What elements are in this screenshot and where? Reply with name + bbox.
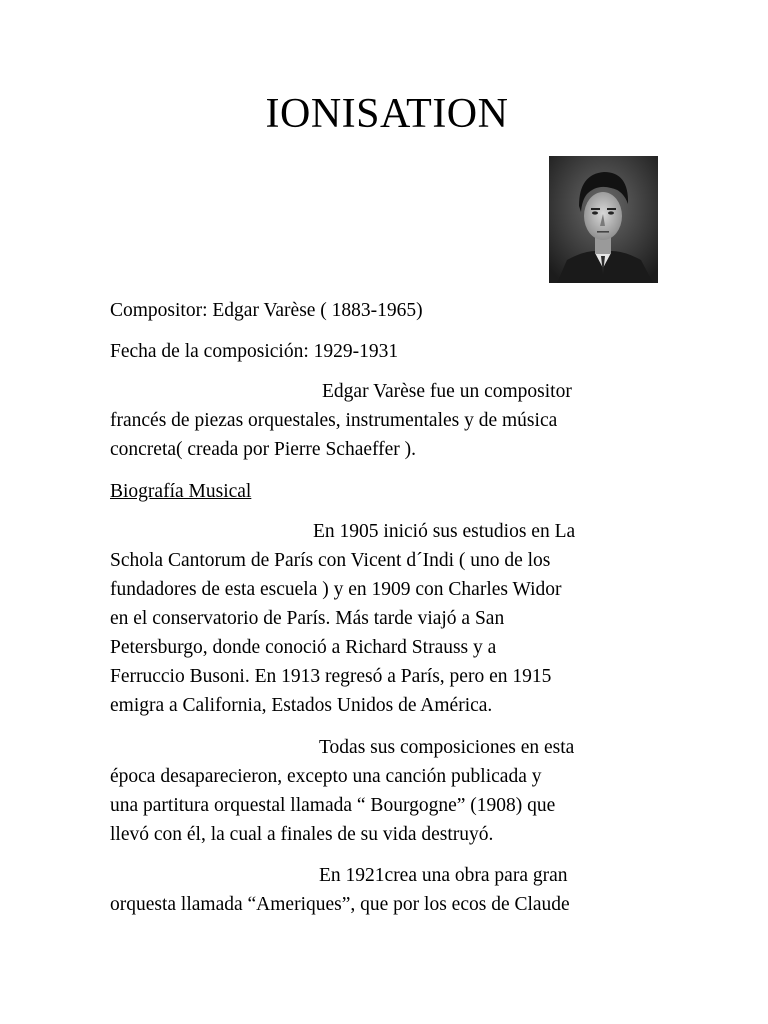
bio-paragraph-1: En 1905 inició sus estudios en La Schola Cantorum de París con Vicent d´Indi ( uno de los fundadores de esta escuela ) y en 1909 con Charles Widor en el conservatorio de París. Más tarde viajó a San Petersburgo, donde conoció a Richard Strauss y a Ferruccio Busoni. En 1913 regresó a París, pero en 1915 emigra a California, Estados Unidos de América. bbox=[110, 521, 576, 716]
composer-line: Compositor: Edgar Varèse ( 1883-1965) bbox=[110, 300, 423, 321]
composer-portrait bbox=[549, 156, 658, 283]
bio-paragraph-2: Todas sus composiciones en esta época desaparecieron, excepto una canción publicada y una partitura orquestal llamada “ Bourgogne” (1908) que llevó con él, la cual a finales de su vida destruyó. bbox=[110, 737, 575, 845]
date-line: Fecha de la composición: 1929-1931 bbox=[110, 341, 399, 362]
intro-paragraph: Edgar Varèse fue un compositor francés de piezas orquestales, instrumentales y de música concreta( creada por Pierre Schaeffer ). bbox=[110, 381, 572, 460]
title-text: IONISATION bbox=[265, 91, 509, 137]
bio-paragraph-3: En 1921crea una obra para gran orquesta llamada “Ameriques”, que por los ecos de Claude bbox=[110, 865, 570, 915]
document-title bbox=[0, 88, 768, 140]
bio-heading: Biografía Musical bbox=[110, 481, 252, 502]
portrait-photo-icon bbox=[549, 156, 658, 283]
